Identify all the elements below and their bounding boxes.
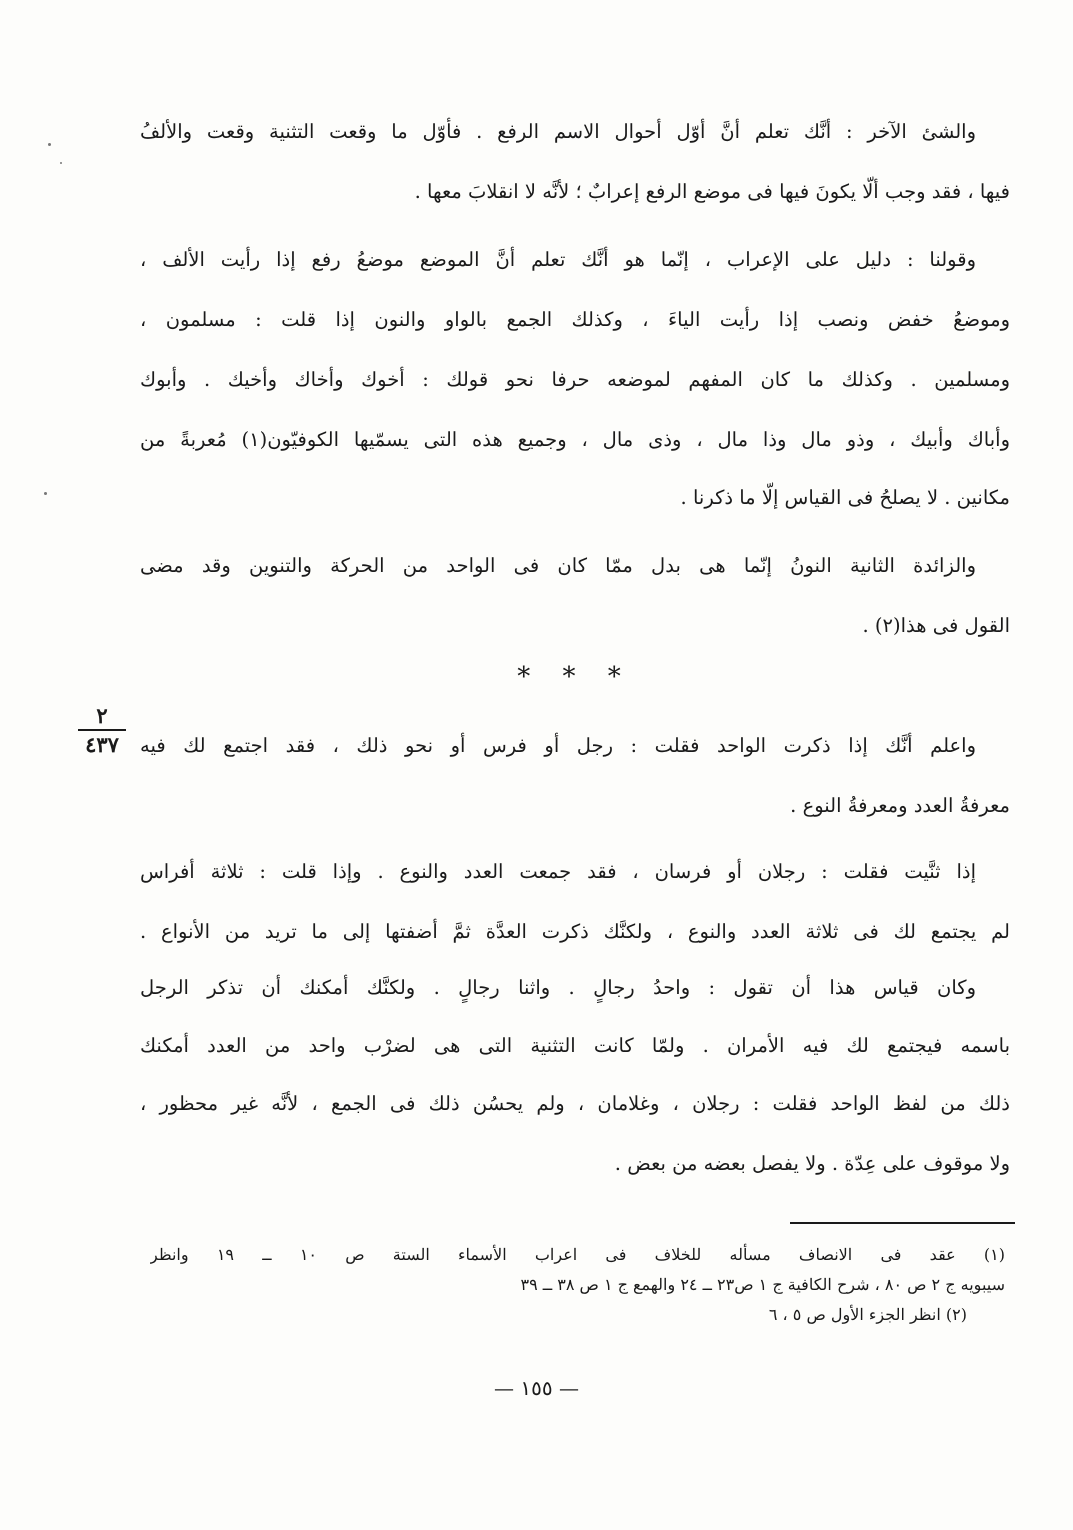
text-line: وموضعُ خفض ونصب إذا رأيت الياءَ ، وكذلك الجمع بالواو والنون إذا قلت : مسلمون ، [140,308,1010,331]
text-line: القول فى هذا(٢) . [862,614,1010,637]
footnote-line: (١) عقد فى الانصاف مسأله للخلاف فى اعراب الأسماء الستة ص ١٠ ــ ١٩ وانظر [150,1245,1005,1264]
text-line: والشئ الآخر : أنَّك تعلم أنَّ أوّل أحوال الاسم الرفع . فأوّل ما وقعت التثنية وقعت والألفُ [140,120,976,143]
text-line: ذلك من لفظ الواحد فقلت : رجلان ، وغلامان ، ولم يحسُن ذلك فى الجمع ، لأنَّه غير محظور ، [140,1092,1010,1115]
text-line: معرفةُ العدد ومعرفةُ النوع . [790,794,1010,817]
text-line: وقولنا : دليل على الإعراب ، إنّما هو أنَّك تعلم أنَّ الموضع موضعُ رفع إذا رأيت الألف ، [140,248,976,271]
scan-speck [60,162,62,164]
text-line: لم يجتمع لك فى ثلاثة العدد والنوع ، ولكنَّك ذكرت العدَّة ثمَّ أضفتها إلى ما تريد من الأنواع . [140,920,1010,943]
text-line: مكانين . لا يصلحُ فى القياس إلّا ما ذكرنا . [680,486,1010,509]
text-line: إذا ثنَّيت فقلت : رجلان أو فرسان ، فقد جمعت العدد والنوع . وإذا قلت : ثلاثة أفراس [140,860,976,883]
text-line: ولا موقوف على عِدّة . ولا يفصل بعضه من بعض . [614,1152,1010,1175]
footnote-line: (٢) انظر الجزء الأول ص ٥ ، ٦ [768,1305,967,1324]
footnote-rule [790,1222,1015,1224]
margin-page-reference [78,705,126,756]
scan-speck [44,492,47,495]
text-line: وأباك وأبيك ، وذو مال وذا مال ، وذى مال ، وجميع هذه التى يسمّيها الكوفيّون(١) مُعربةً من [140,428,1010,451]
text-line: ومسلمين . وكذلك ما كان المفهم لموضعه حرفا نحو قولك : أخوك وأخاك وأخيك . وأبوك [140,368,1010,391]
text-line: واعلم أنَّك إذا ذكرت الواحد فقلت : رجل أو فرس أو نحو ذلك ، فقد اجتمع لك فيه [140,734,976,757]
scan-speck [48,143,51,146]
text-line: وكان قياس هذا أن تقول : واحدُ رجالٍ . واثنا رجالٍ . ولكنَّك أمكنك أن تذكر الرجل [140,976,976,999]
text-line: باسمه فيجتمع لك فيه الأمران . ولمّا كانت التثنية التى هى لضرْب واحد من العدد أمكنك [140,1034,1010,1057]
text-line: فيها ، فقد وجب ألّا يكونَ فيها فى موضع الرفع إعرابٌ ؛ لأنَّه لا انقلابَ معها . [414,180,1010,203]
page-number: — ١٥٥ — [494,1376,579,1400]
margin-ref-bottom: ٤٣٧ [85,732,119,757]
section-separator: * * * [517,662,633,692]
margin-ref-top: ٢ [78,705,126,731]
text-line: والزائدة الثانية النونُ إنّما هى بدل ممّا كان فى الواحد من الحركة والتنوين وقد مضى [140,554,976,577]
footnote-line: سيبويه ج ٢ ص ٨٠ ، شرح الكافية ج ١ ص٢٣ ــ ٢٤ والهمع ج ١ ص ٣٨ ــ ٣٩ [520,1275,1005,1294]
